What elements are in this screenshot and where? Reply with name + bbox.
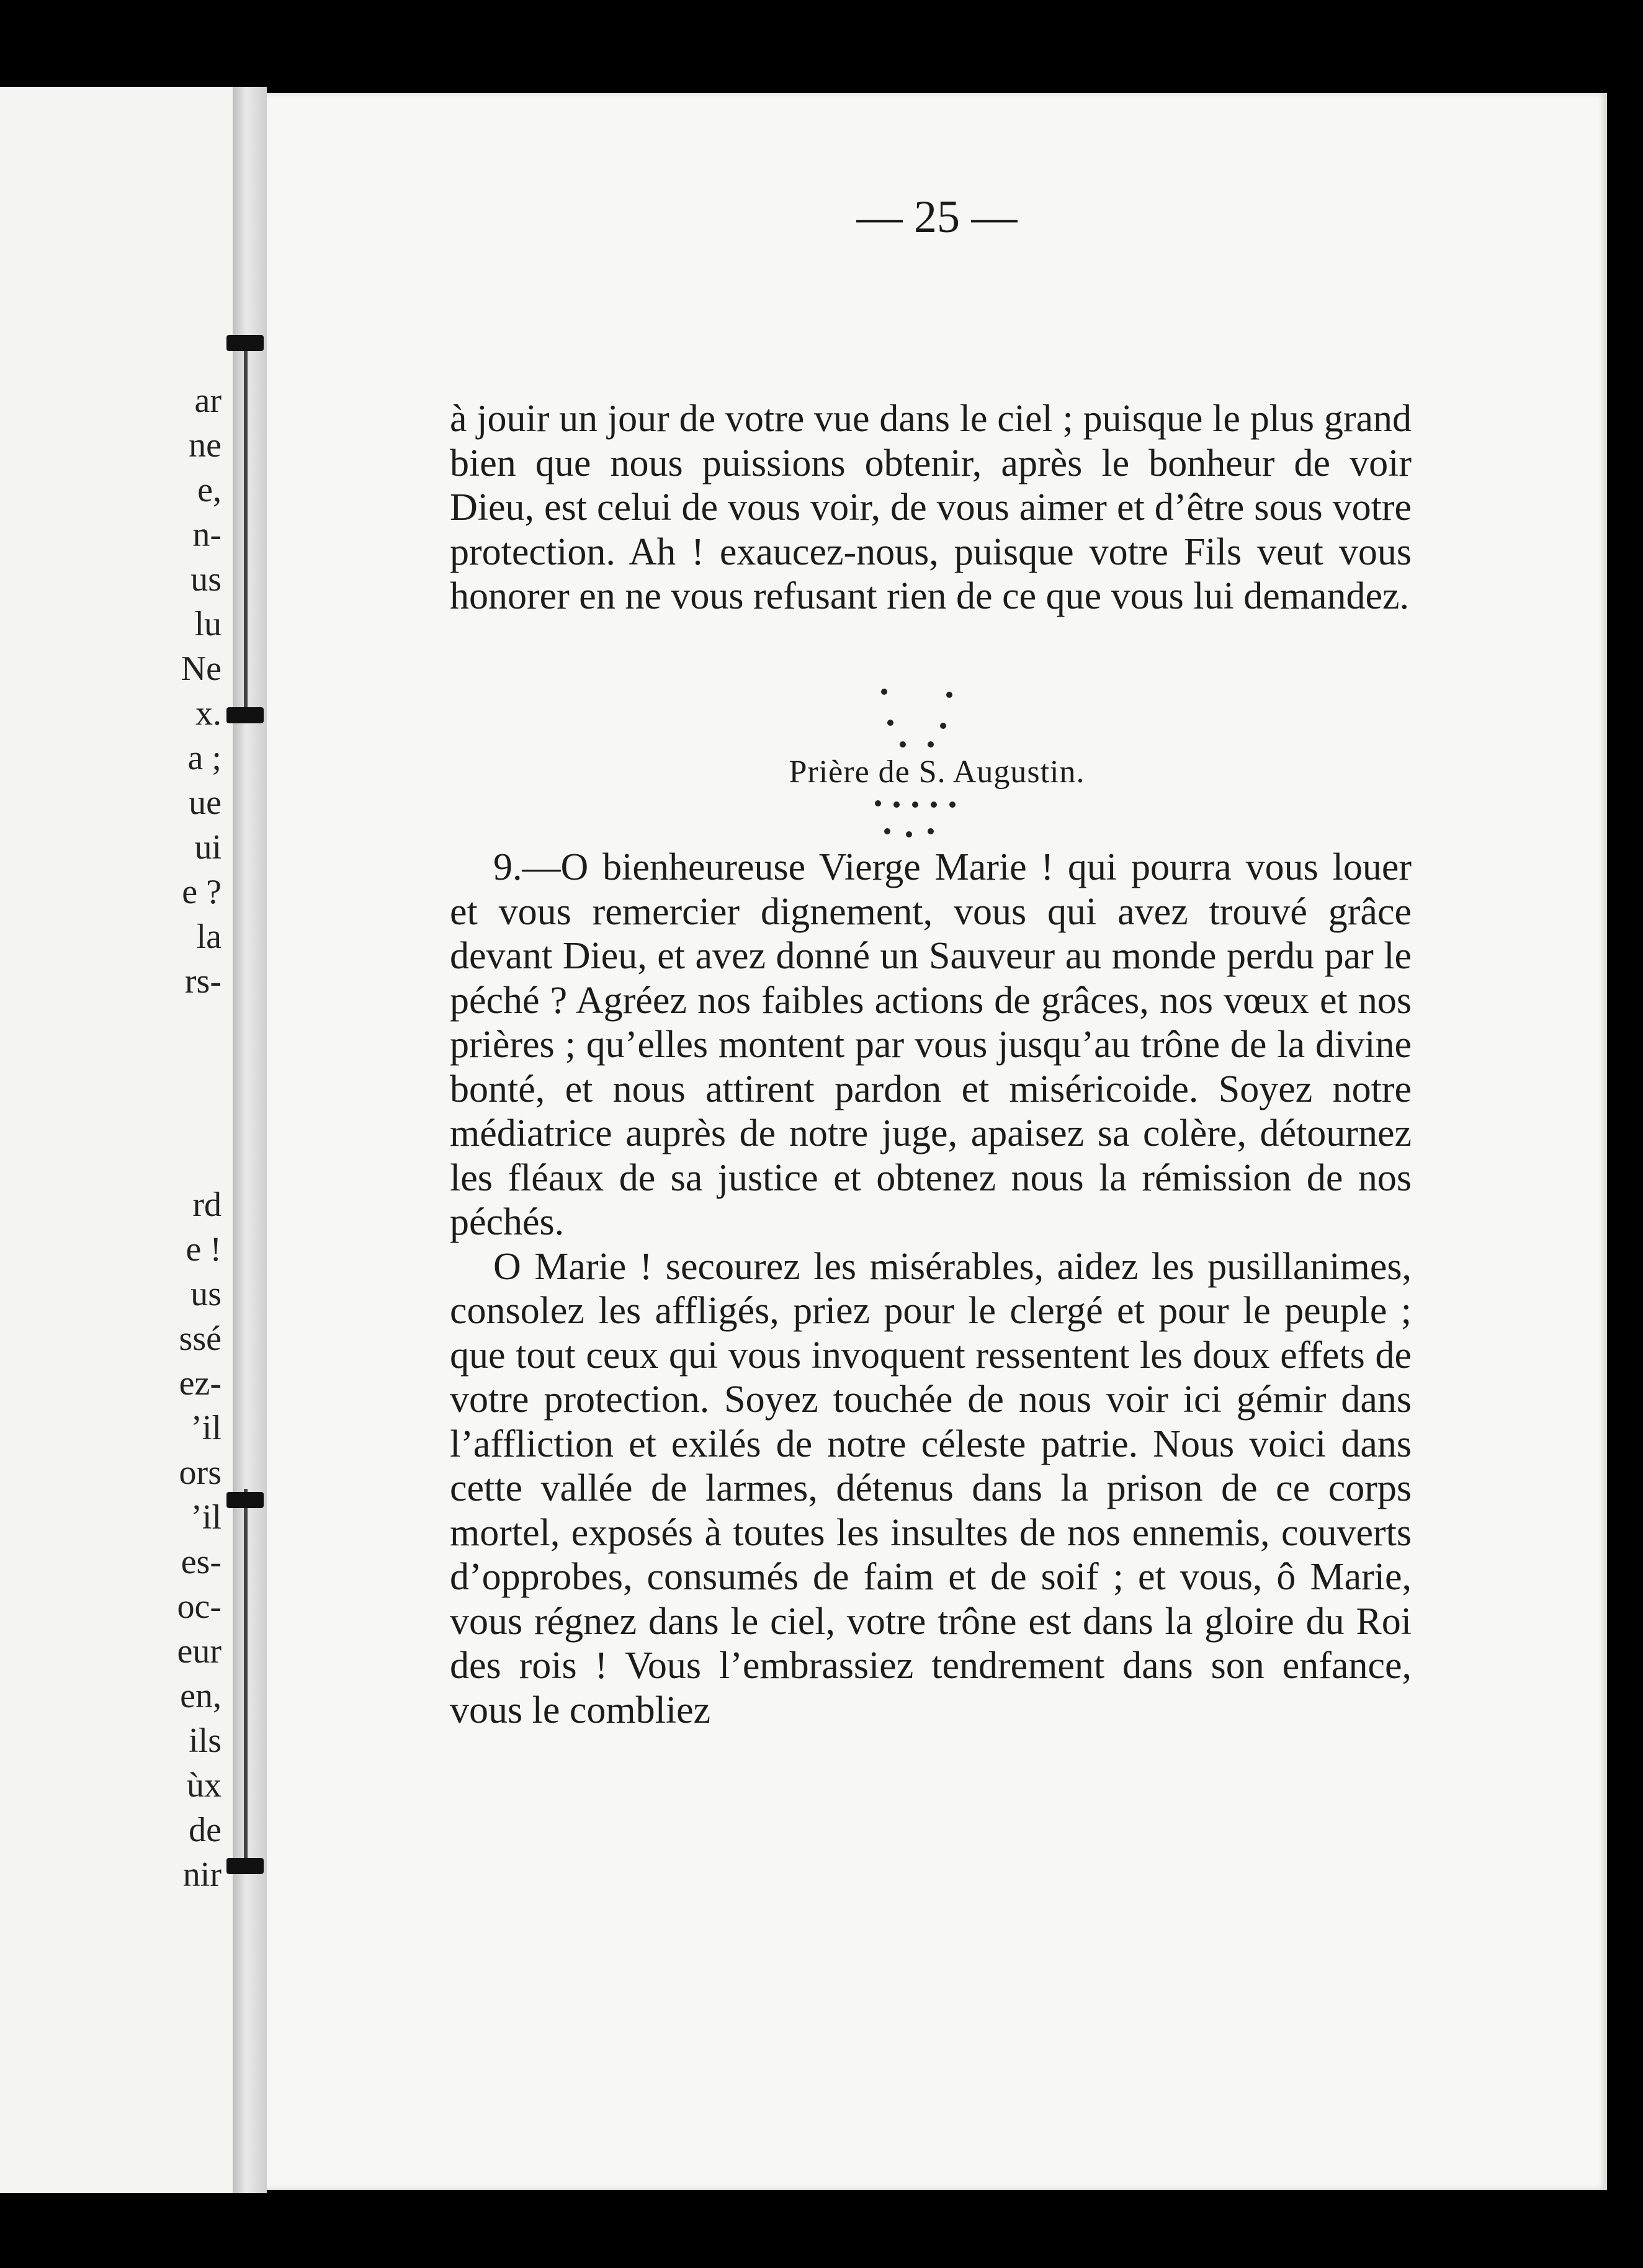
left-page-fragment: x. bbox=[195, 694, 222, 733]
left-page-fragment: la bbox=[196, 917, 222, 956]
left-page-fragments bbox=[177, 378, 222, 1897]
left-page bbox=[0, 87, 233, 2193]
left-page-fragment: us bbox=[190, 560, 222, 599]
left-page-fragment: ez- bbox=[179, 1364, 222, 1403]
left-page-fragment: ’il bbox=[190, 1498, 222, 1537]
page-number: — 25 — bbox=[856, 192, 1018, 243]
binding-stitch bbox=[226, 707, 264, 723]
left-page-fragment: eur bbox=[177, 1632, 222, 1671]
binding-stitch bbox=[226, 335, 264, 351]
left-page-fragment: ors bbox=[179, 1453, 222, 1492]
left-page-fragment: nir bbox=[182, 1855, 222, 1894]
paragraph-continued-text: à jouir un jour de votre vue dans le ciel ; puisque le plus grand bien que nous puissions obtenir, après le bonheur de voir Dieu, est celui de vous voir, de vous aimer et d’être sous votre protection. Ah ! exaucez-nous, puisque votre Fils veut vous honorer en ne vous refusant rien de ce que vous lui demandez. bbox=[450, 398, 1412, 617]
left-page-fragment: rd bbox=[192, 1185, 222, 1224]
left-page-fragment: a ; bbox=[187, 739, 222, 777]
left-page-fragment: ue bbox=[189, 784, 222, 822]
left-page-fragment: oc- bbox=[177, 1587, 222, 1626]
left-page-fragment: ssé bbox=[179, 1319, 222, 1358]
left-page-fragment: ils bbox=[189, 1721, 222, 1760]
left-page-fragment: ui bbox=[194, 828, 222, 867]
left-page-fragment: ùx bbox=[187, 1766, 222, 1805]
left-page-fragment: rs- bbox=[184, 962, 222, 1001]
left-page-fragment: ar bbox=[194, 382, 222, 420]
paragraph-continued bbox=[450, 397, 1412, 619]
left-page-fragment: ’il bbox=[190, 1409, 222, 1447]
prayer-body bbox=[450, 846, 1412, 1733]
left-page-fragment: es- bbox=[181, 1543, 222, 1581]
left-page-fragment: lu bbox=[194, 605, 222, 643]
left-page-fragment bbox=[177, 1093, 222, 1138]
left-page-fragment: e ! bbox=[186, 1230, 222, 1269]
binding-thread bbox=[244, 335, 248, 720]
left-page-fragment: e, bbox=[197, 471, 222, 509]
binding-stitch bbox=[226, 1492, 264, 1508]
left-page-fragment: Ne bbox=[181, 650, 222, 688]
paragraph-9: 9.—O bienheureuse Vierge Marie ! qui pourra vous louer et vous remercier dignement, vous qui avez trouvé grâce devant Dieu, et avez donné un Sauveur au monde perdu par le péché ? Agréez nos faibles actions de grâces, nos vœux et nos prières ; qu’elles montent par vous jusqu’au trône de la divine bonté, et nous attirent pardon et miséricoide. Soyez notre médiatrice auprès de notre juge, apaisez sa colère, détournez les fléaux de sa justice et obtenez nous la rémission de nos péchés. bbox=[450, 846, 1412, 1243]
left-page-fragment bbox=[177, 1048, 222, 1093]
left-page-fragment: us bbox=[190, 1275, 222, 1313]
paragraph-10: O Marie ! secourez les misérables, aidez les pusillanimes, consolez les affligés, priez pour le clergé et pour le peuple ; que tout ceux qui vous invoquent ressentent les doux effets de votre protection. Soyez touchée de nous voir ici gémir dans l’affliction et exilés de notre céleste patrie. Nous voici dans cette vallée de larmes, détenus dans la prison de ce corps mortel, exposés à toutes les insultes de nos ennemis, couverts d’opprobes, consumés de faim et de soif ; et vous, ô Marie, vous régnez dans le ciel, votre trône est dans la gloire du Roi des rois ! Vous l’embrassiez tendrement dans son enfance, vous le combliez bbox=[450, 1245, 1412, 1731]
binding-thread bbox=[244, 1489, 248, 1861]
prayer-title: Prière de S. Augustin. bbox=[789, 754, 1085, 790]
binding-stitch bbox=[226, 1858, 264, 1874]
left-page-fragment: ne bbox=[189, 426, 222, 465]
left-page-fragment: de bbox=[189, 1811, 222, 1849]
left-page-fragment: e ? bbox=[182, 873, 222, 911]
left-page-fragment bbox=[177, 1138, 222, 1182]
left-page-fragment bbox=[177, 1004, 222, 1048]
left-page-fragment: n- bbox=[192, 516, 222, 554]
left-page-fragment: en, bbox=[180, 1677, 222, 1715]
binding-strip bbox=[233, 87, 267, 2193]
